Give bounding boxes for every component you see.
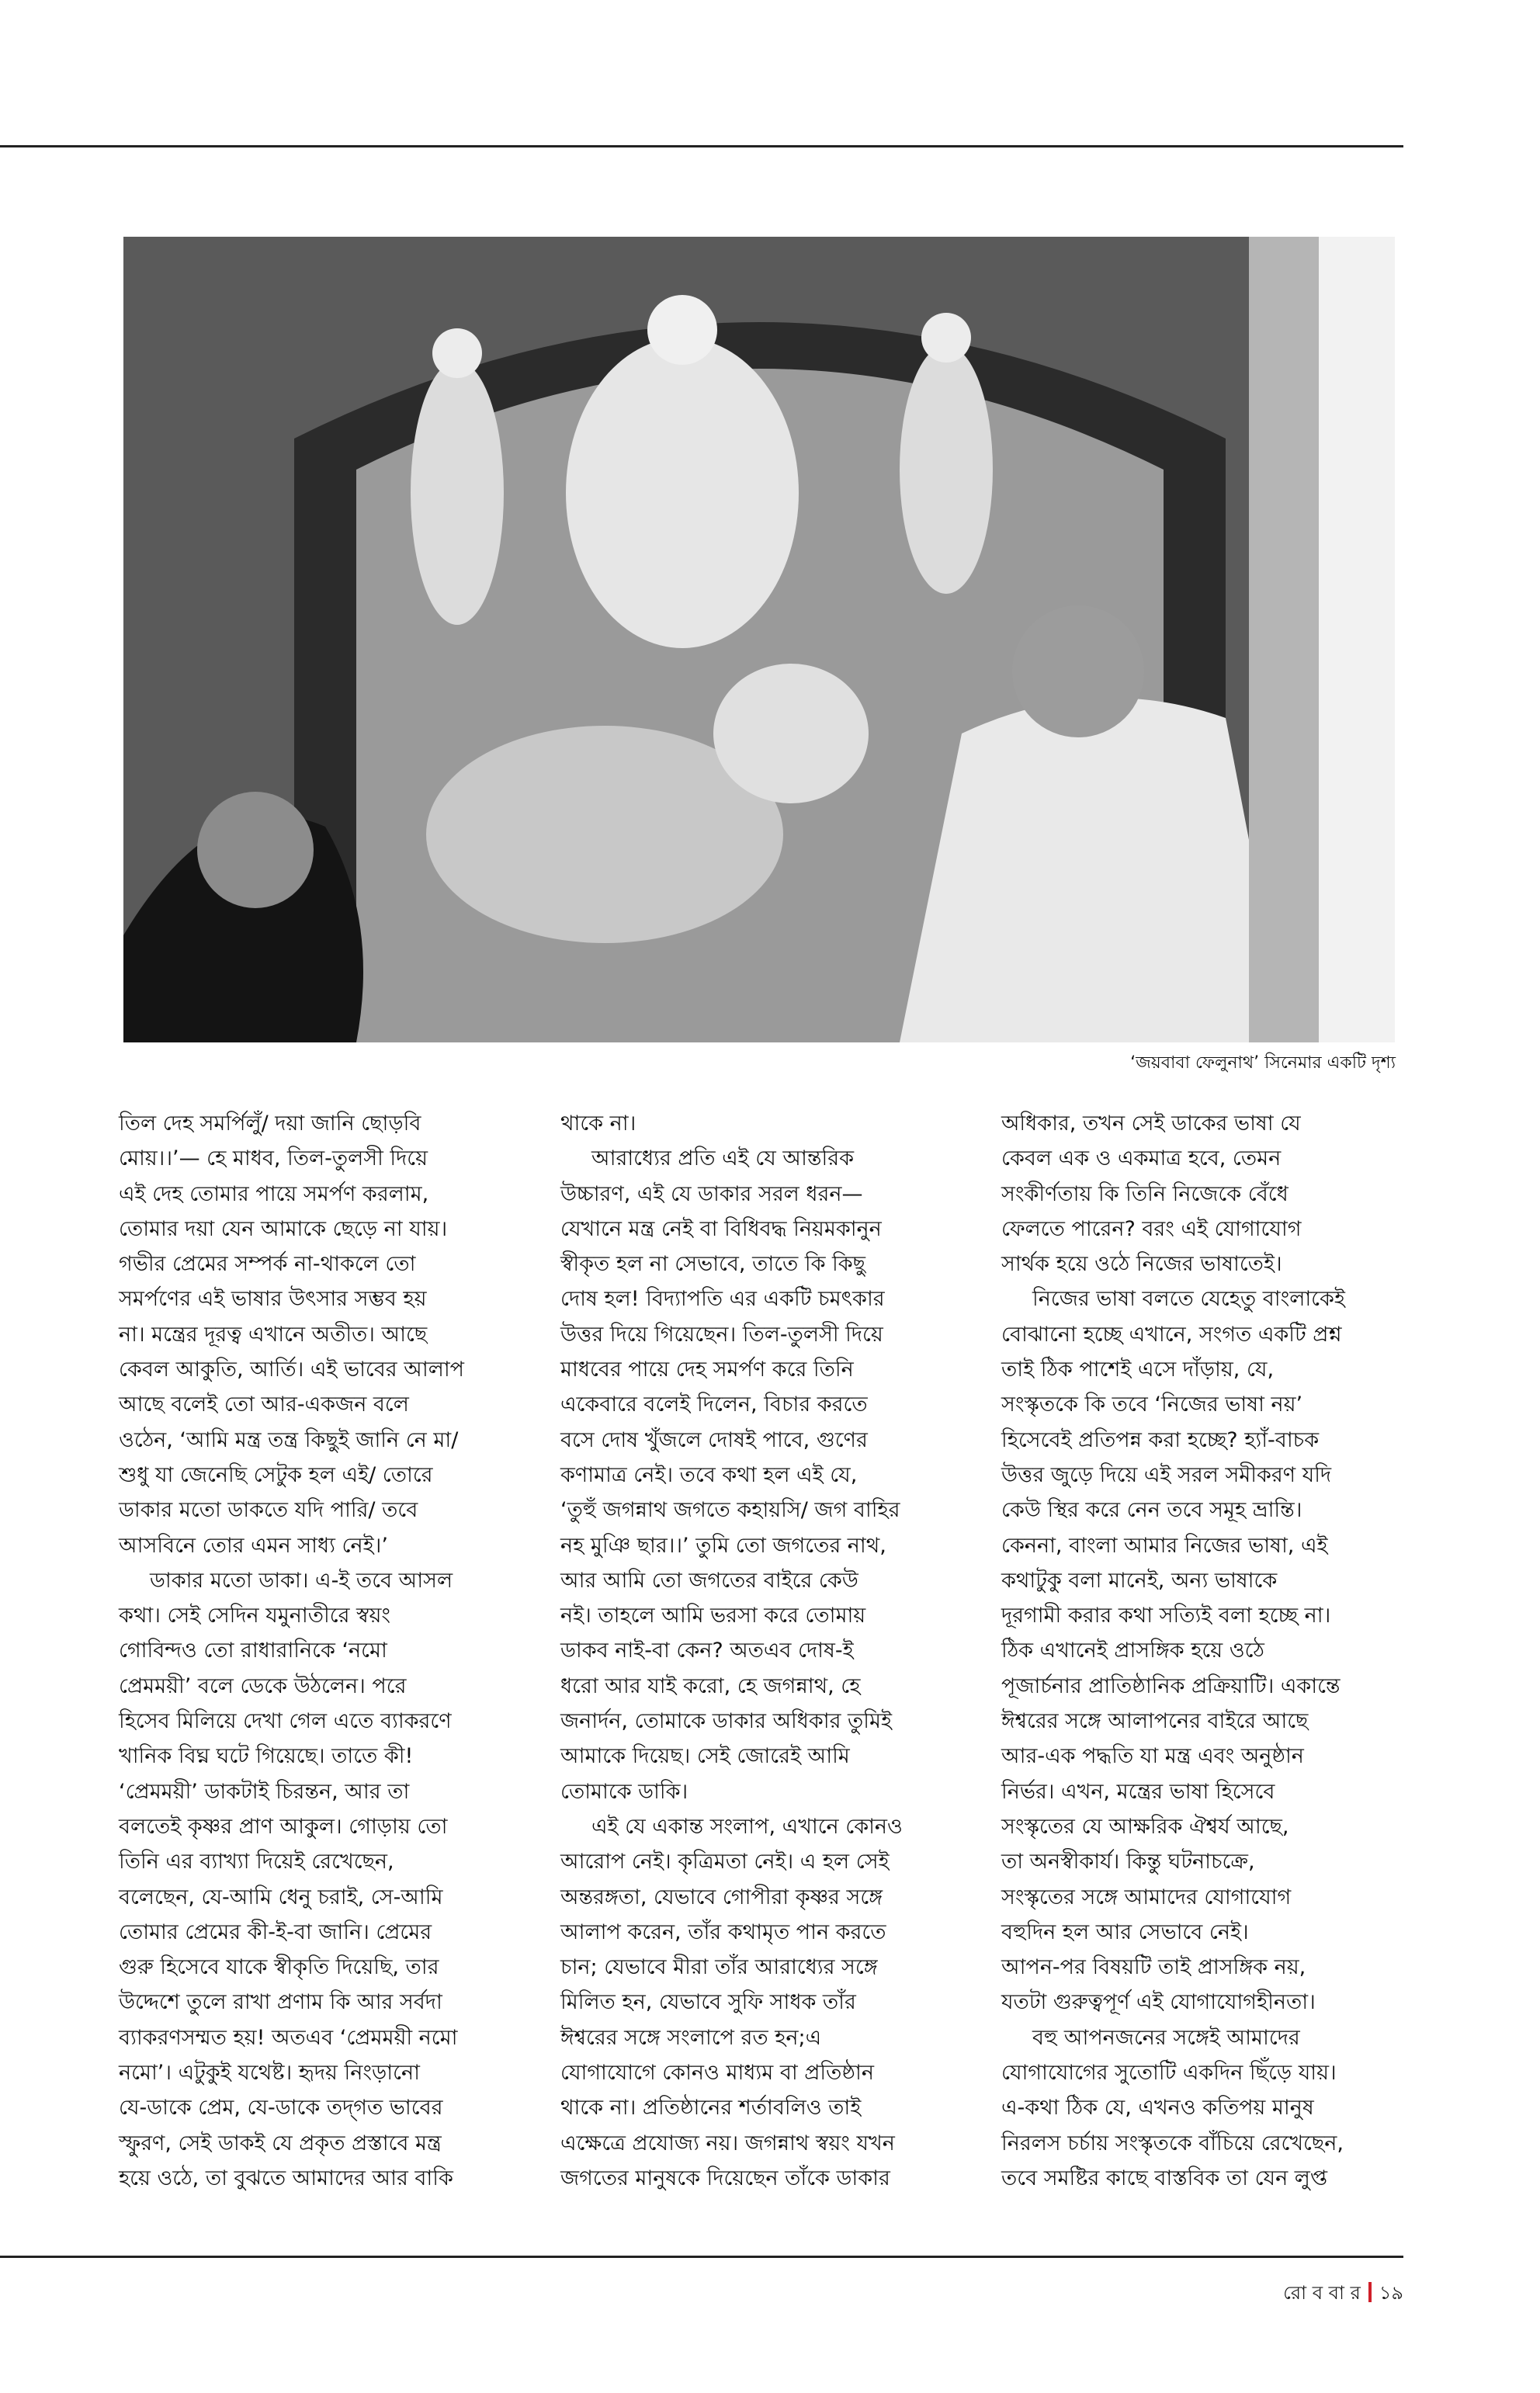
text-line: ‘তুহুঁ জগন্নাথ জগতে কহায়সি/ জগ বাহির <box>560 1498 900 1523</box>
text-line: ডাকব নাই-বা কেন? অতএব দোষ-ই <box>560 1639 854 1663</box>
text-line: তিনি এর ব্যাখ্যা দিয়েই রেখেছেন, <box>119 1850 394 1875</box>
bottom-rule <box>0 2256 1403 2258</box>
text-line: অন্তরঙ্গতা, যেভাবে গোপীরা কৃষ্ণর সঙ্গে <box>560 1885 883 1909</box>
text-line: দোষ হল! বিদ্যাপতি এর একটি চমৎকার <box>560 1287 885 1312</box>
text-line: তা অনস্বীকার্য। কিন্তু ঘটনাচক্রে, <box>1001 1850 1255 1875</box>
text-line: যোগাযোগের সুতোটি একদিন ছিঁড়ে যায়। <box>1001 2061 1337 2086</box>
text-line: মাধবের পায়ে দেহ সমর্পণ করে তিনি <box>560 1358 854 1382</box>
text-line: যতটা গুরুত্বপূর্ণ এই যোগাযোগহীনতা। <box>1001 1990 1316 2015</box>
text-line: উত্তর দিয়ে গিয়েছেন। তিল-তুলসী দিয়ে <box>560 1322 883 1347</box>
text-line: এই দেহ তোমার পায়ে সমর্পণ করলাম, <box>119 1181 429 1206</box>
text-line: বহু আপনজনের সঙ্গেই আমাদের <box>1032 2025 1300 2050</box>
text-line: তবে সমষ্টির কাছে বাস্তবিক তা যেন লুপ্ত <box>1001 2166 1328 2190</box>
text-line: ঈশ্বরের সঙ্গে আলাপনের বাইরে আছে <box>1001 1709 1309 1734</box>
text-line: নমো’। এটুকুই যথেষ্ট। হৃদয় নিংড়ানো <box>119 2061 420 2086</box>
text-line: আর-এক পদ্ধতি যা মন্ত্র এবং অনুষ্ঠান <box>1001 1744 1304 1769</box>
photo-caption: ‘জয়বাবা ফেলুনাথ’ সিনেমার একটি দৃশ্য <box>1130 1053 1396 1073</box>
article-photo <box>123 237 1395 1042</box>
text-line: কেউ স্থির করে নেন তবে সমূহ ভ্রান্তি। <box>1001 1498 1302 1523</box>
text-line: এক্ষেত্রে প্রযোজ্য নয়। জগন্নাথ স্বয়ং যখন <box>560 2131 895 2155</box>
text-line: জনার্দন, তোমাকে ডাকার অধিকার তুমিই <box>560 1709 893 1734</box>
publication-name: রো ব বা র <box>1283 2282 1361 2304</box>
page-number: ১৯ <box>1379 2282 1403 2304</box>
text-line: আর আমি তো জগতের বাইরে কেউ <box>560 1568 858 1593</box>
text-line: থাকে না। প্রতিষ্ঠানের শর্তাবলিও তাই <box>560 2096 862 2121</box>
text-line: চান; যেভাবে মীরা তাঁর আরাধ্যের সঙ্গে <box>560 1955 878 1980</box>
text-line: কণামাত্র নেই। তবে কথা হল এই যে, <box>560 1462 858 1487</box>
text-line: হয়ে ওঠে, তা বুঝতে আমাদের আর বাকি <box>119 2166 453 2190</box>
article-column-1 <box>119 1106 522 2196</box>
text-line: উচ্চারণ, এই যে ডাকার সরল ধরন— <box>560 1181 863 1206</box>
text-line: ডাকার মতো ডাকতে যদি পারি/ তবে <box>119 1498 418 1523</box>
text-line: নিরলস চর্চায় সংস্কৃতকে বাঁচিয়ে রেখেছেন, <box>1001 2131 1344 2155</box>
text-line: অধিকার, তখন সেই ডাকের ভাষা যে <box>1001 1112 1301 1136</box>
text-line: হিসেবেই প্রতিপন্ন করা হচ্ছে? হ্যাঁ-বাচক <box>1001 1427 1320 1452</box>
text-line: একেবারে বলেই দিলেন, বিচার করতে <box>560 1392 868 1417</box>
text-line: স্বীকৃত হল না সেভাবে, তাতে কি কিছু <box>560 1252 866 1277</box>
text-line: বলেছেন, যে-আমি ধেনু চরাই, সে-আমি <box>119 1885 443 1909</box>
text-line: আরোপ নেই। কৃত্রিমতা নেই। এ হল সেই <box>560 1850 890 1875</box>
text-line: নির্ভর। এখন, মন্ত্রের ভাষা হিসেবে <box>1001 1779 1275 1804</box>
text-line: সংস্কৃতকে কি তবে ‘নিজের ভাষা নয়’ <box>1001 1392 1303 1417</box>
text-line: নহ মুঞি ছার।।’ তুমি তো জগতের নাথ, <box>560 1533 886 1558</box>
text-line: এ-কথা ঠিক যে, এখনও কতিপয় মানুষ <box>1001 2096 1314 2121</box>
text-line: তোমাকে ডাকি। <box>560 1779 688 1804</box>
text-line: আসবিনে তোর এমন সাধ্য নেই।’ <box>119 1533 388 1558</box>
text-line: না। মন্ত্রের দূরত্ব এখানে অতীত। আছে <box>119 1322 428 1347</box>
text-line: কথা। সেই সেদিন যমুনাতীরে স্বয়ং <box>119 1604 390 1628</box>
text-line: কথাটুকু বলা মানেই, অন্য ভাষাকে <box>1001 1568 1278 1593</box>
text-line: প্রেমময়ী’ বলে ডেকে উঠলেন। পরে <box>119 1673 407 1698</box>
text-line: হিসেব মিলিয়ে দেখা গেল এতে ব্যাকরণে <box>119 1709 452 1734</box>
text-line: তিল দেহ সমর্পিলুঁ/ দয়া জানি ছোড়বি <box>119 1112 421 1136</box>
text-line: সংস্কৃতের যে আক্ষরিক ঐশ্বর্য আছে, <box>1001 1814 1289 1839</box>
text-line: ফেলতে পারেন? বরং এই যোগাযোগ <box>1001 1216 1302 1241</box>
text-line: কেবল আকুতি, আর্তি। এই ভাবের আলাপ <box>119 1358 465 1382</box>
text-line: যে-ডাকে প্রেম, যে-ডাকে তদ্‌গত ভাবের <box>119 2096 443 2121</box>
article-column-3 <box>1001 1106 1405 2196</box>
text-line: ধরো আর যাই করো, হে জগন্নাথ, হে <box>560 1673 861 1698</box>
text-line: নই। তাহলে আমি ভরসা করে তোমায় <box>560 1604 866 1628</box>
text-line: যেখানে মন্ত্র নেই বা বিধিবদ্ধ নিয়মকানুন <box>560 1216 882 1241</box>
text-line: ঠিক এখানেই প্রাসঙ্গিক হয়ে ওঠে <box>1001 1639 1264 1663</box>
footer-divider <box>1368 2282 1372 2302</box>
text-line: আছে বলেই তো আর-একজন বলে <box>119 1392 409 1417</box>
text-line: মোয়।।’— হে মাধব, তিল-তুলসী দিয়ে <box>119 1146 428 1171</box>
text-line: গভীর প্রেমের সম্পর্ক না-থাকলে তো <box>119 1252 416 1277</box>
text-line: পূজার্চনার প্রাতিষ্ঠানিক প্রক্রিয়াটি। একান্তে <box>1001 1673 1341 1698</box>
text-line: ‘প্রেমময়ী’ ডাকটাই চিরন্তন, আর তা <box>119 1779 410 1804</box>
text-line: আলাপ করেন, তাঁর কথামৃত পান করতে <box>560 1920 886 1944</box>
photo-durga-idol-scene <box>123 237 1395 1042</box>
text-line: সার্থক হয়ে ওঠে নিজের ভাষাতেই। <box>1001 1252 1282 1277</box>
text-line: তোমার প্রেমের কী-ই-বা জানি। প্রেমের <box>119 1920 432 1944</box>
text-line: আপন-পর বিষয়টি তাই প্রাসঙ্গিক নয়, <box>1001 1955 1306 1980</box>
text-line: ব্যাকরণসম্মত হয়! অতএব ‘প্রেমময়ী নমো <box>119 2025 458 2050</box>
text-line: শুধু যা জেনেছি সেটুক হল এই/ তোরে <box>119 1462 433 1487</box>
text-line: উত্তর জুড়ে দিয়ে এই সরল সমীকরণ যদি <box>1001 1462 1332 1487</box>
page-footer <box>1283 2279 1403 2310</box>
text-line: গুরু হিসেবে যাকে স্বীকৃতি দিয়েছি, তার <box>119 1955 439 1980</box>
text-line: তাই ঠিক পাশেই এসে দাঁড়ায়, যে, <box>1001 1358 1275 1382</box>
text-line: দূরগামী করার কথা সত্যিই বলা হচ্ছে না। <box>1001 1604 1331 1628</box>
article-column-2 <box>560 1106 949 2196</box>
text-line: সংস্কৃতের সঙ্গে আমাদের যোগাযোগ <box>1001 1885 1292 1909</box>
text-line: বহুদিন হল আর সেভাবে নেই। <box>1001 1920 1249 1944</box>
text-line: তোমার দয়া যেন আমাকে ছেড়ে না যায়। <box>119 1216 448 1241</box>
text-line: গোবিন্দও তো রাধারানিকে ‘নমো <box>119 1639 387 1663</box>
text-line: আরাধ্যের প্রতি এই যে আন্তরিক <box>591 1146 854 1171</box>
text-line: কেননা, বাংলা আমার নিজের ভাষা, এই <box>1001 1533 1328 1558</box>
text-line: খানিক বিঘ্ন ঘটে গিয়েছে। তাতে কী! <box>119 1744 414 1769</box>
text-line: বসে দোষ খুঁজলে দোষই পাবে, গুণের <box>560 1427 868 1452</box>
text-line: সমর্পণের এই ভাষার উৎসার সম্ভব হয় <box>119 1287 427 1312</box>
text-line: বোঝানো হচ্ছে এখানে, সংগত একটি প্রশ্ন <box>1001 1322 1342 1347</box>
text-line: সংকীর্ণতায় কি তিনি নিজেকে বেঁধে <box>1001 1181 1289 1206</box>
top-rule <box>0 145 1403 147</box>
text-line: ওঠেন, ‘আমি মন্ত্র তন্ত্র কিছুই জানি নে মা/ <box>119 1427 459 1452</box>
text-line: জগতের মানুষকে দিয়েছেন তাঁকে ডাকার <box>560 2166 890 2190</box>
text-line: নিজের ভাষা বলতে যেহেতু বাংলাকেই <box>1032 1287 1345 1312</box>
text-line: স্ফুরণ, সেই ডাকই যে প্রকৃত প্রস্তাবে মন্ত্র <box>119 2131 442 2155</box>
text-line: ঈশ্বরের সঙ্গে সংলাপে রত হন;এ <box>560 2025 822 2050</box>
text-line: ডাকার মতো ডাকা। এ-ই তবে আসল <box>150 1568 453 1593</box>
text-line: আমাকে দিয়েছ। সেই জোরেই আমি <box>560 1744 850 1769</box>
text-line: থাকে না। <box>560 1112 636 1136</box>
text-line: কেবল এক ও একমাত্র হবে, তেমন <box>1001 1146 1282 1171</box>
text-line: এই যে একান্ত সংলাপ, এখানে কোনও <box>591 1814 903 1839</box>
text-line: উদ্দেশে তুলে রাখা প্রণাম কি আর সর্বদা <box>119 1990 442 2015</box>
text-line: বলতেই কৃষ্ণর প্রাণ আকুল। গোড়ায় তো <box>119 1814 448 1839</box>
text-line: মিলিত হন, যেভাবে সুফি সাধক তাঁর <box>560 1990 856 2015</box>
text-line: যোগাযোগে কোনও মাধ্যম বা প্রতিষ্ঠান <box>560 2061 874 2086</box>
